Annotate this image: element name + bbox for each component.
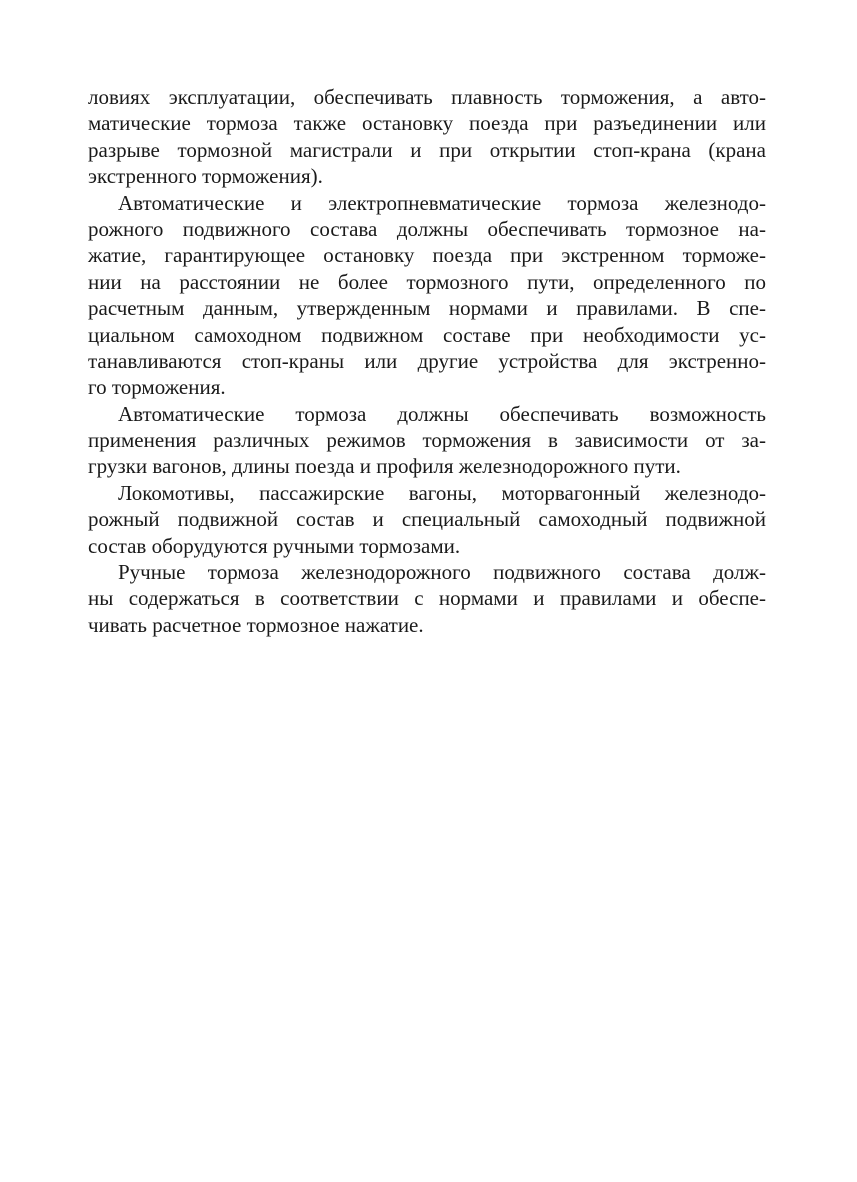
paragraph	[88, 559, 766, 638]
paragraph	[88, 401, 766, 480]
text-line: экстренного торможения).	[88, 164, 323, 189]
paragraph	[88, 190, 766, 401]
text-line: применения различных режимов торможения в зависимости от за-	[88, 428, 766, 453]
text-line: го торможения.	[88, 375, 226, 400]
text-line: разрыве тормозной магистрали и при открытии стоп-крана (крана	[88, 137, 766, 162]
text-line: рожного подвижного состава должны обеспечивать тормозное на-	[88, 216, 766, 241]
text-line: матические тормоза также остановку поезда при разъединении или	[88, 111, 766, 136]
text-line: Автоматические тормоза должны обеспечивать возможность	[118, 401, 766, 426]
text-line: грузки вагонов, длины поезда и профиля железнодорожного пути.	[88, 454, 681, 479]
text-line: ловиях эксплуатации, обеспечивать плавность торможения, а авто-	[88, 85, 766, 109]
text-line: жатие, гарантирующее остановку поезда при экстренном торможе-	[88, 243, 766, 268]
text-line: чивать расчетное тормозное нажатие.	[88, 612, 424, 637]
text-line: Локомотивы, пассажирские вагоны, моторвагонный железнодо-	[118, 480, 766, 505]
text-line: нии на расстоянии не более тормозного пути, определенного по	[88, 269, 766, 294]
text-line: танавливаются стоп-краны или другие устройства для экстренно-	[88, 348, 766, 373]
text-line: состав оборудуются ручными тормозами.	[88, 533, 461, 558]
text-line: Ручные тормоза железнодорожного подвижного состава долж-	[118, 560, 766, 585]
text-line: рожный подвижной состав и специальный самоходный подвижной	[88, 507, 766, 532]
text-line: расчетным данным, утвержденным нормами и правилами. В спе-	[88, 296, 766, 321]
paragraph	[88, 480, 766, 559]
document-page	[88, 84, 766, 638]
text-line: циальном самоходном подвижном составе при необходимости ус-	[88, 322, 766, 347]
text-line: ны содержаться в соответствии с нормами и правилами и обеспе-	[88, 586, 766, 611]
text-line: Автоматические и электропневматические тормоза железнодо-	[118, 190, 766, 215]
paragraph	[88, 84, 766, 190]
